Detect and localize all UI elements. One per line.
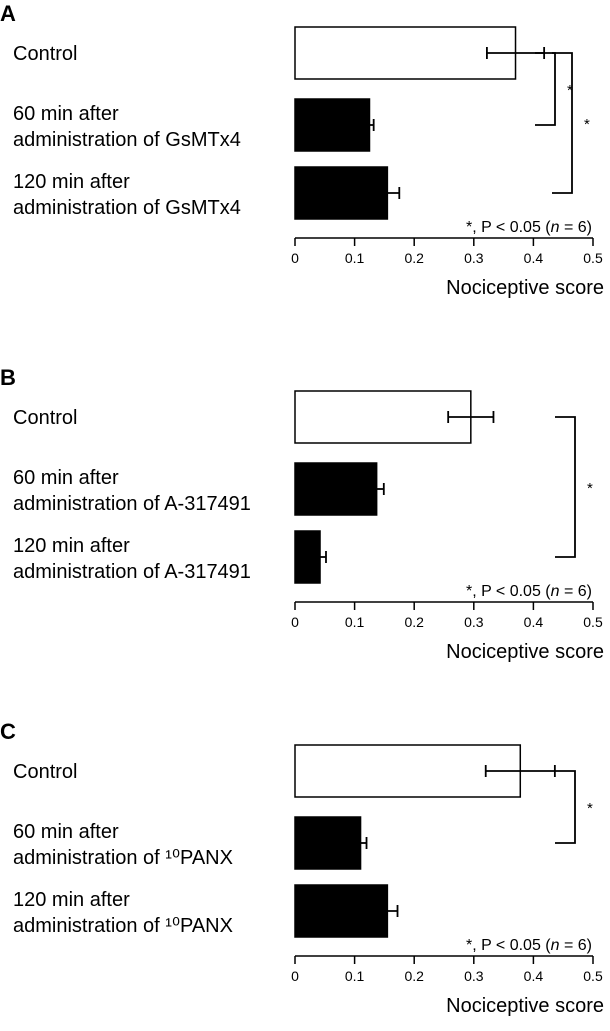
bar — [295, 817, 361, 869]
x-tick-label: 0 — [291, 614, 299, 630]
x-tick-label: 0.1 — [344, 614, 365, 630]
x-tick-label: 0.1 — [344, 250, 365, 266]
chart-panel-a — [0, 1, 604, 299]
significance-star: * — [587, 800, 593, 817]
x-tick-label: 0.5 — [583, 250, 603, 266]
panel-label: C — [0, 719, 16, 744]
x-tick-label: 0.1 — [344, 968, 365, 984]
x-tick-label: 0 — [291, 968, 299, 984]
category-label: administration of ¹⁰PANX — [13, 847, 233, 869]
x-tick-label: 0.2 — [404, 614, 424, 630]
category-label: administration of GsMTx4 — [13, 197, 241, 219]
category-label: 120 min after — [13, 889, 130, 911]
stats-note: *, P < 0.05 (n = 6) — [465, 583, 592, 600]
significance-star: * — [587, 480, 593, 497]
x-tick-label: 0.3 — [464, 250, 484, 266]
significance-bracket — [555, 417, 575, 557]
significance-star: * — [567, 82, 573, 99]
x-tick-label: 0.4 — [523, 968, 544, 984]
bar — [295, 885, 387, 937]
category-label: 120 min after — [13, 171, 130, 193]
x-tick-label: 0.4 — [523, 250, 544, 266]
x-tick-label: 0 — [291, 250, 299, 266]
bar — [295, 27, 516, 79]
category-label: 120 min after — [13, 535, 130, 557]
bar — [295, 99, 370, 151]
category-label: administration of GsMTx4 — [13, 129, 241, 151]
stats-note: *, P < 0.05 (n = 6) — [465, 219, 592, 236]
x-tick-label: 0.5 — [583, 614, 603, 630]
x-tick-label: 0.2 — [404, 968, 424, 984]
panel-label: A — [0, 1, 16, 26]
significance-bracket — [535, 53, 555, 125]
bar — [295, 167, 387, 219]
x-axis-title: Nociceptive score — [446, 641, 604, 663]
x-tick-label: 0.3 — [464, 614, 484, 630]
chart-panel-c — [0, 719, 604, 1017]
chart-panel-b — [0, 365, 604, 663]
category-label: administration of A-317491 — [13, 493, 251, 515]
bar — [295, 391, 471, 443]
x-tick-label: 0.3 — [464, 968, 484, 984]
category-label: 60 min after — [13, 467, 119, 489]
x-axis-title: Nociceptive score — [446, 995, 604, 1017]
category-label: Control — [13, 43, 78, 65]
x-axis-title: Nociceptive score — [446, 277, 604, 299]
category-label: Control — [13, 407, 78, 429]
bar — [295, 463, 377, 515]
category-label: 60 min after — [13, 103, 119, 125]
significance-star: * — [584, 116, 590, 133]
category-label: Control — [13, 761, 78, 783]
category-label: administration of A-317491 — [13, 561, 251, 583]
stats-note: *, P < 0.05 (n = 6) — [465, 937, 592, 954]
x-tick-label: 0.2 — [404, 250, 424, 266]
category-label: 60 min after — [13, 821, 119, 843]
x-tick-label: 0.5 — [583, 968, 603, 984]
x-tick-label: 0.4 — [523, 614, 544, 630]
significance-bracket — [555, 771, 575, 843]
panel-label: B — [0, 365, 16, 390]
category-label: administration of ¹⁰PANX — [13, 915, 233, 937]
